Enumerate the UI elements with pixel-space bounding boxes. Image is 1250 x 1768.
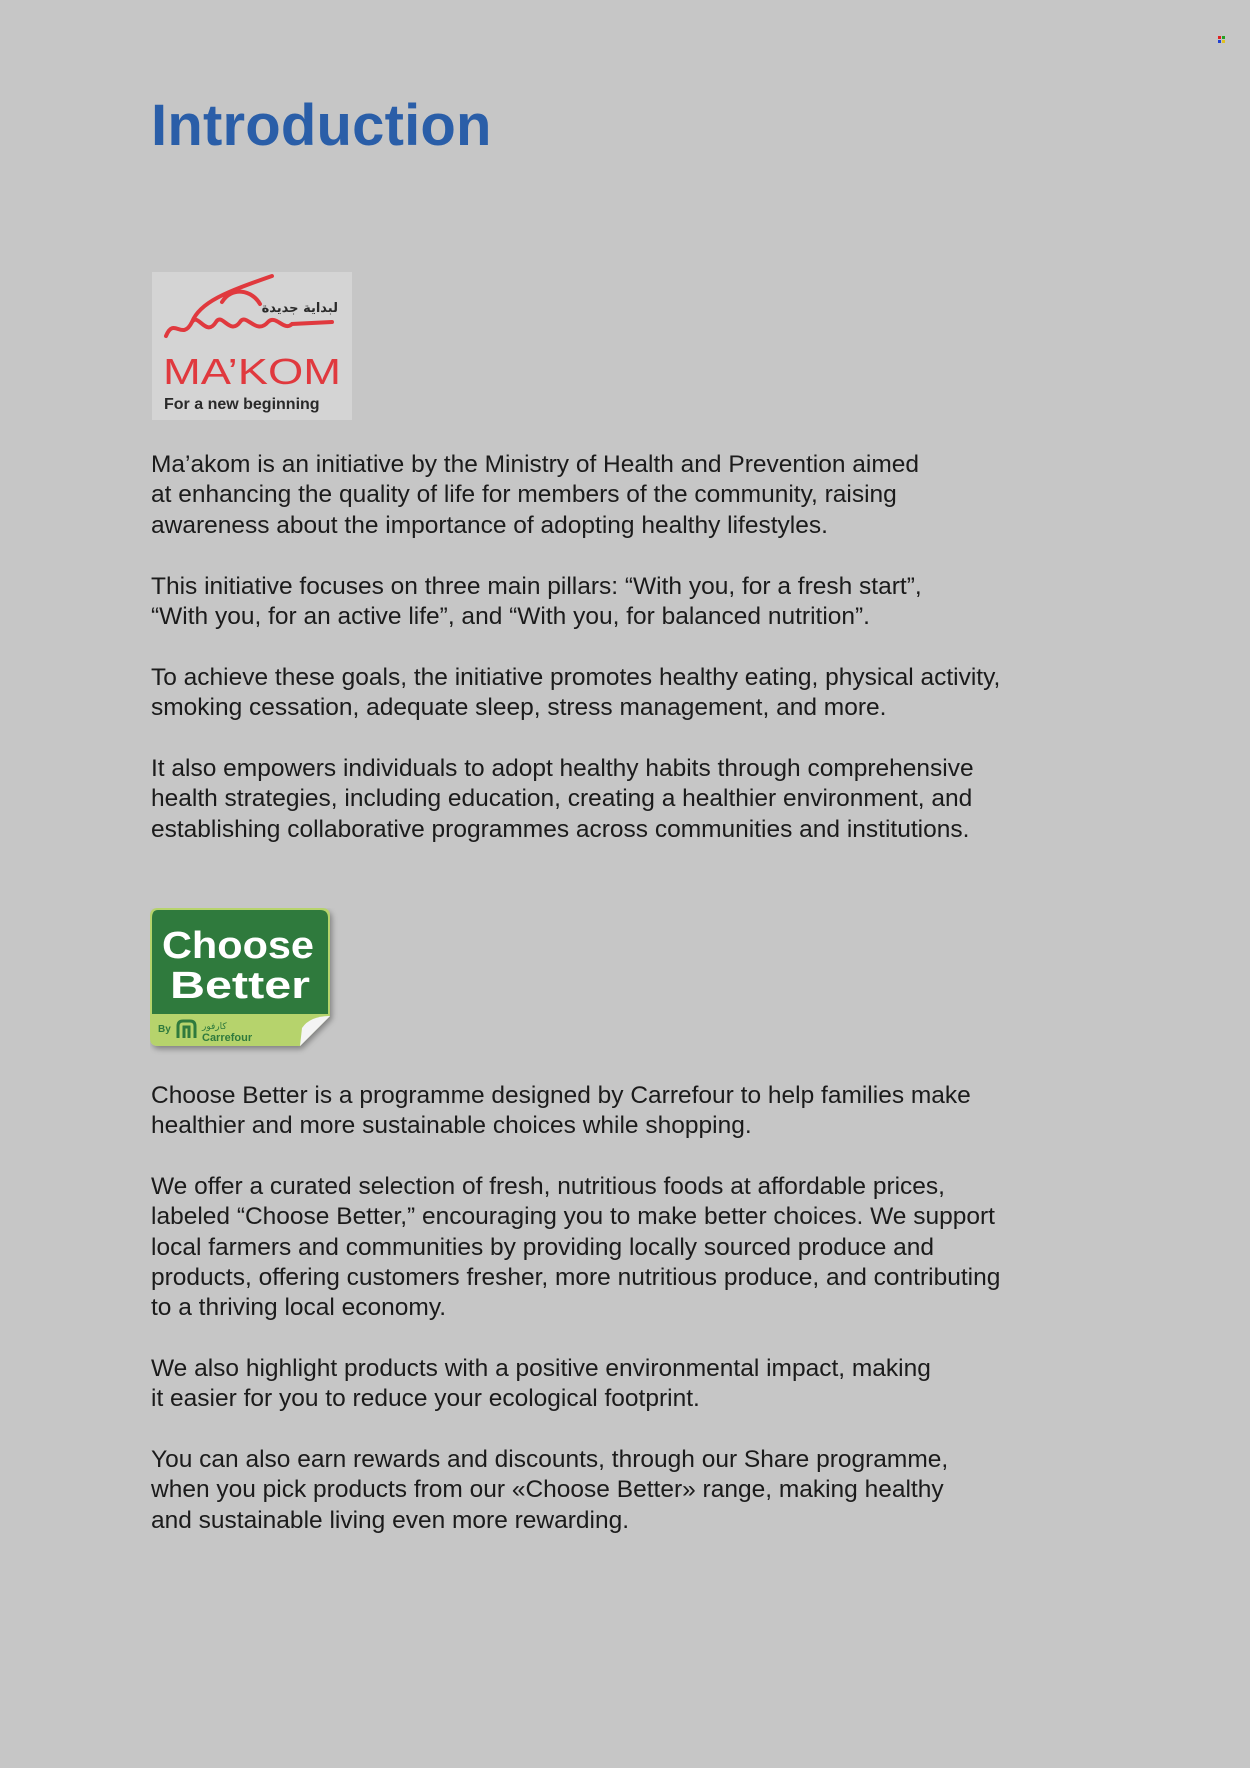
cb-paragraph-4: You can also earn rewards and discounts, through our Share programme, when you pick products from our «Choose Better» range, making healthy and sustainable living even more rewarding. xyxy=(151,1446,949,1534)
choose-better-by: By xyxy=(158,1024,171,1035)
cb-paragraph-1: Choose Better is a programme designed by Carrefour to help families make healthier and more sustainable choices while shopping. xyxy=(151,1082,971,1140)
cb-paragraph-3: We also highlight products with a positive environmental impact, making it easier for you to reduce your ecological footprint. xyxy=(151,1355,931,1413)
makom-logo xyxy=(152,272,352,420)
corner-color-mark xyxy=(1218,36,1225,43)
carrefour-arabic: كارفور xyxy=(202,1022,227,1032)
makom-paragraph-4: It also empowers individuals to adopt healthy habits through comprehensive health strategies, including education, creating a healthier environment, and establishing collaborative programmes across communities and institutions. xyxy=(151,755,974,843)
carrefour-brand: Carrefour xyxy=(202,1032,253,1044)
choose-better-line1: Choose xyxy=(162,925,314,967)
page-title: Introduction xyxy=(151,93,492,158)
makom-paragraph-1: Ma’akom is an initiative by the Ministry of Health and Prevention aimed at enhancing the quality of life for members of the community, raising awareness about the importance of adopting healthy lifestyles. xyxy=(151,451,920,539)
makom-tagline: For a new beginning xyxy=(164,396,320,413)
choose-better-line2: Better xyxy=(170,965,311,1007)
makom-name: MA’KOM xyxy=(163,351,341,392)
cb-paragraph-2: We offer a curated selection of fresh, nutritious foods at affordable prices, labeled “Choose Better,” encouraging you to make better choices. We support local farmers and communities by providing locally sourced produce and products, offering customers fresher, more nutritious produce, and contributing to a thriving local economy. xyxy=(151,1173,1001,1322)
makom-paragraph-2: This initiative focuses on three main pillars: “With you, for a fresh start”, “With you, for an active life”, and “With you, for balanced nutrition”. xyxy=(151,573,922,631)
makom-arabic-text: لبداية جديدة xyxy=(261,301,338,316)
choose-better-logo xyxy=(150,908,340,1058)
makom-paragraph-3: To achieve these goals, the initiative promotes healthy eating, physical activity, smoking cessation, adequate sleep, stress management, and more. xyxy=(151,664,1001,722)
